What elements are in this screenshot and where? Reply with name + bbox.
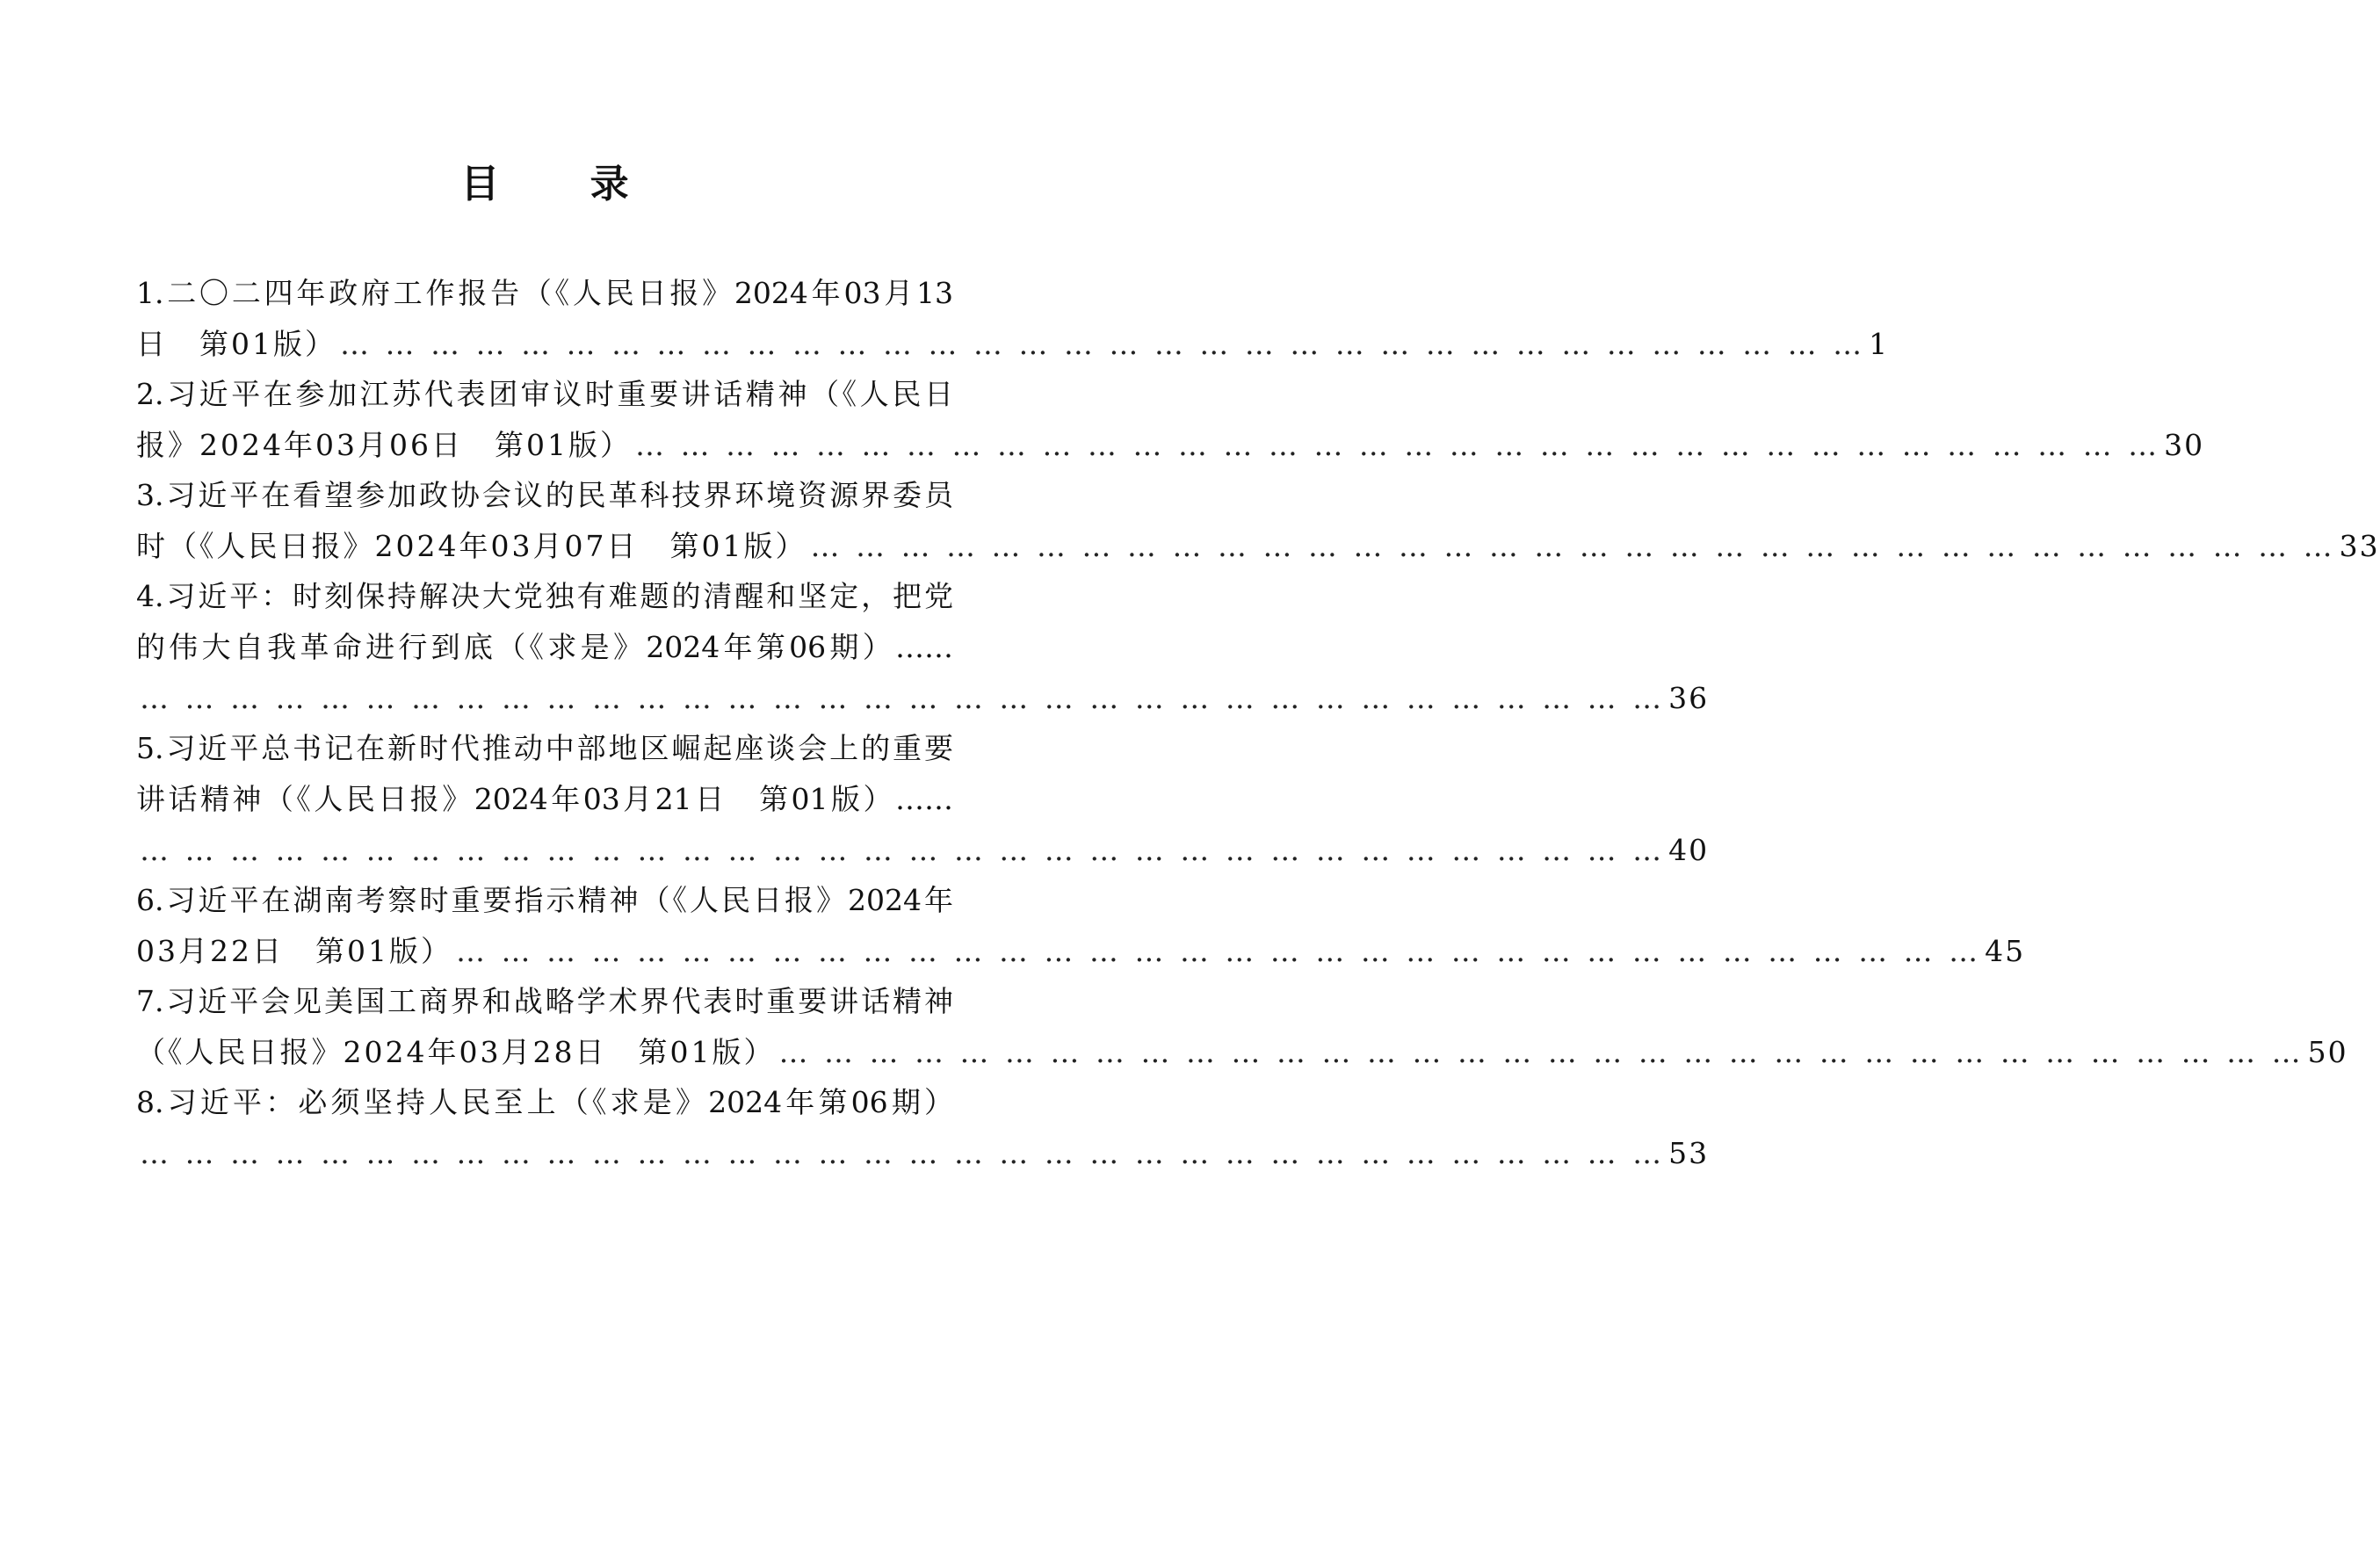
toc-entry-text: 时（《人民日报》2024年03月07日 第01版）: [136, 529, 807, 563]
toc-entry-text: 日 第01版）: [136, 327, 336, 361]
toc-page-number: 30: [2164, 428, 2205, 462]
dot-leader: … … … … … … … … … … … … … … … … … … … … … … … … … … … … … … … … … …: [455, 934, 1982, 968]
dot-leader: … … … … … … … … … … … … … … … … … … … … … … … … … … … … … … … … … …: [140, 681, 1666, 715]
toc-entry-text: 报》2024年03月06日 第01版）: [136, 428, 632, 462]
toc-page-number: 36: [1668, 681, 1710, 715]
dot-leader: … … … … … … … … … … … … … … … … … … … … … … … … … … … … … … … … … …: [810, 529, 2336, 563]
toc-entry-5-line-3[interactable]: [136, 825, 1710, 876]
dot-leader: … … … … … … … … … … … … … … … … … … … … … … … … … … … … … … … … … …: [778, 1035, 2304, 1069]
toc-entry-1-line-2[interactable]: [136, 319, 1890, 370]
toc-entry-2-line-2[interactable]: [136, 420, 2205, 471]
toc-entry-4-line-2[interactable]: 的伟大自我革命进行到底（《求是》2024年第06期）……: [136, 630, 953, 664]
toc-entry-7-line-2[interactable]: [136, 1027, 2348, 1078]
toc-page-number: 33: [2339, 529, 2380, 563]
toc-entry-text: （《人民日报》2024年03月28日 第01版）: [136, 1035, 776, 1069]
toc-page-number: 1: [1869, 327, 1890, 361]
toc-entry-text: 03月22日 第01版）: [136, 934, 452, 968]
toc-entry-3-line-2[interactable]: [136, 521, 2380, 572]
dot-leader: … … … … … … … … … … … … … … … … … … … … … … … … … … … … … … … … … …: [140, 1136, 1666, 1170]
toc-entry-8-line-2[interactable]: [136, 1128, 1710, 1179]
dot-leader: … … … … … … … … … … … … … … … … … … … … … … … … … … … … … … … … … …: [634, 428, 2161, 462]
toc-entry-5-line-2[interactable]: 讲话精神（《人民日报》2024年03月21日 第01版）……: [136, 782, 953, 816]
toc-entry-4-line-3[interactable]: [136, 673, 1710, 724]
toc-page-number: 53: [1668, 1136, 1710, 1170]
toc-page-number: 50: [2307, 1035, 2348, 1069]
toc-entry-1-line-1[interactable]: 1.二〇二四年政府工作报告（《人民日报》2024年03月13: [136, 276, 953, 310]
toc-entry-6-line-2[interactable]: [136, 926, 2026, 977]
toc-entry-3-line-1[interactable]: 3.习近平在看望参加政协会议的民革科技界环境资源界委员: [136, 478, 953, 512]
toc-entry-7-line-1[interactable]: 7.习近平会见美国工商界和战略学术界代表时重要讲话精神: [136, 984, 953, 1018]
toc-entry-8-line-1[interactable]: 8.习近平：必须坚持人民至上（《求是》2024年第06期）: [136, 1085, 953, 1119]
page-title: 目 录: [460, 162, 668, 206]
toc-entry-6-line-1[interactable]: 6.习近平在湖南考察时重要指示精神（《人民日报》2024年: [136, 883, 953, 917]
dot-leader: … … … … … … … … … … … … … … … … … … … … … … … … … … … … … … … … … …: [340, 327, 1866, 361]
toc-entry-2-line-1[interactable]: 2.习近平在参加江苏代表团审议时重要讲话精神（《人民日: [136, 377, 953, 411]
dot-leader: … … … … … … … … … … … … … … … … … … … … … … … … … … … … … … … … … …: [140, 833, 1666, 867]
toc-page-number: 45: [1985, 934, 2026, 968]
toc-entry-4-line-1[interactable]: 4.习近平：时刻保持解决大党独有难题的清醒和坚定，把党: [136, 579, 953, 613]
toc-entry-5-line-1[interactable]: 5.习近平总书记在新时代推动中部地区崛起座谈会上的重要: [136, 731, 953, 765]
toc-page-number: 40: [1668, 833, 1710, 867]
